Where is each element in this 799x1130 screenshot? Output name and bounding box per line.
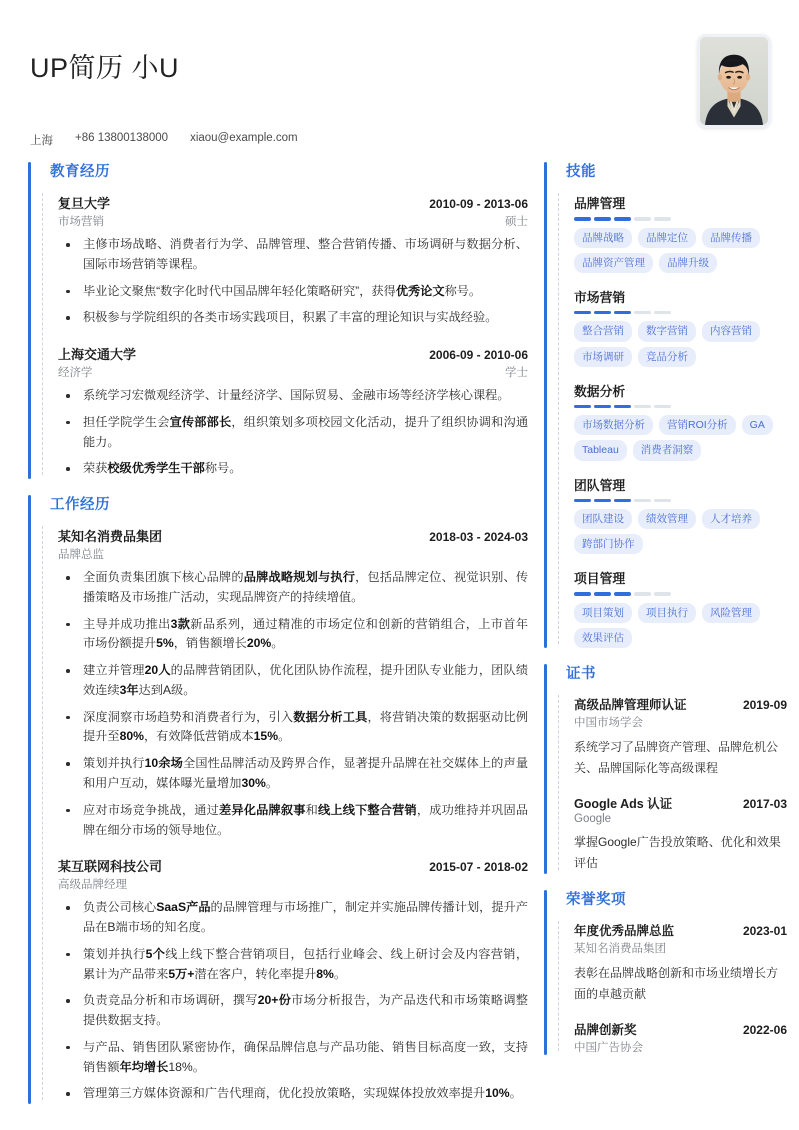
section-right-0 <box>544 160 787 648</box>
header-text-block <box>30 30 298 148</box>
skill-group <box>574 568 787 648</box>
record-head <box>574 1020 787 1038</box>
avatar <box>697 34 771 128</box>
bullet-item: 积极参与学院组织的各类市场实践项目，积累了丰富的理论知识与实战经验。 <box>58 308 528 328</box>
skill-level-segment <box>614 499 631 503</box>
skill-group <box>574 287 787 367</box>
record-date: 2017-03 <box>742 797 787 812</box>
record-title: 品牌创新奖 <box>574 1023 637 1038</box>
record-organization: 中国广告协会 <box>574 1042 643 1055</box>
bullet-item: 深度洞察市场趋势和消费者行为，引入数据分析工具，将营销决策的数据驱动比例提升至80%，有效降低营销成本15%。 <box>58 708 528 748</box>
skill-tag: 竞品分析 <box>638 347 696 367</box>
skill-group-name: 数据分析 <box>574 383 626 399</box>
skill-tag: 品牌传播 <box>702 228 760 248</box>
skill-level-meter <box>574 592 787 596</box>
skill-level-segment <box>574 217 591 221</box>
section-title: 教育经历 <box>50 164 110 180</box>
skill-tag: 跨部门协作 <box>574 534 643 554</box>
bullet-item: 系统学习宏微观经济学、计量经济学、国际贸易、金融市场等经济学核心课程。 <box>58 386 528 406</box>
skill-tag: 风险管理 <box>702 603 760 623</box>
skill-level-segment <box>594 217 611 221</box>
section-body <box>558 695 787 874</box>
section-left-1 <box>28 493 528 1104</box>
contact-item-2: xiaou@example.com <box>190 132 298 145</box>
skill-group <box>574 475 787 555</box>
skill-level-segment <box>614 311 631 315</box>
skill-level-segment <box>594 499 611 503</box>
bullet-item: 策划并执行5个线上线下整合营销项目，包括行业峰会、线上研讨会及内容营销，累计为产品带来5万+潜在客户，转化率提升8%。 <box>58 945 528 985</box>
experience-entry <box>58 344 528 479</box>
skill-level-meter <box>574 499 787 503</box>
skill-level-segment <box>654 311 671 315</box>
record-description: 系统学习了品牌资产管理、品牌危机公关、品牌国际化等高级课程 <box>574 740 779 776</box>
skill-level-meter <box>574 405 787 409</box>
skill-tag: GA <box>742 415 773 435</box>
bullet-item: 建立并管理20人的品牌营销团队，优化团队协作流程，提升团队专业能力，团队绩效连续3年达到A级。 <box>58 661 528 701</box>
bullet-list <box>58 235 528 328</box>
record-entry <box>574 1020 787 1055</box>
section-body <box>42 526 528 1104</box>
skill-level-segment <box>574 592 591 596</box>
record-date: 2023-01 <box>742 924 787 939</box>
section-title: 工作经历 <box>50 497 110 514</box>
bullet-item: 全面负责集团旗下核心品牌的品牌战略规划与执行，包括品牌定位、视觉识别、传播策略及市场推广活动，实现品牌资产的持续增值。 <box>58 568 528 608</box>
bullet-item: 毕业论文聚焦“数字化时代中国品牌年轻化策略研究”，获得优秀论文称号。 <box>58 282 528 302</box>
skill-level-segment <box>574 499 591 503</box>
page-title: UP简历 小U <box>30 53 180 83</box>
record-title: Google Ads 认证 <box>574 797 673 812</box>
skill-level-segment <box>654 405 671 409</box>
record-head <box>574 695 787 713</box>
section-body <box>558 193 787 648</box>
skill-level-segment <box>634 311 651 315</box>
entry-role: 高级品牌经理 <box>58 879 127 892</box>
skill-level-segment <box>594 405 611 409</box>
skill-level-meter <box>574 311 787 315</box>
entry-head <box>58 526 528 545</box>
skill-level-segment <box>634 405 651 409</box>
record-entry <box>574 921 787 1005</box>
contact-item-0: 上海 <box>30 135 53 148</box>
skill-group-name: 团队管理 <box>574 477 626 493</box>
section-right-1 <box>544 662 787 874</box>
bullet-item: 负责竞品分析和市场调研，撰写20+份市场分析报告，为产品迭代和市场策略调整提供数据支持。 <box>58 991 528 1031</box>
side-column <box>544 160 787 1069</box>
skill-tag: 效果评估 <box>574 628 632 648</box>
entry-head <box>58 856 528 875</box>
entry-organization: 某互联网科技公司 <box>58 859 163 875</box>
record-entry <box>574 794 787 874</box>
skill-tag: 项目执行 <box>638 603 696 623</box>
skill-tag: 品牌定位 <box>638 228 696 248</box>
skill-tag: 人才培养 <box>702 509 760 529</box>
skill-level-segment <box>654 217 671 221</box>
skill-level-segment <box>654 592 671 596</box>
skill-group <box>574 193 787 273</box>
section-title: 证书 <box>566 666 596 683</box>
skill-level-meter <box>574 217 787 221</box>
record-description: 表彰在品牌战略创新和市场业绩增长方面的卓越贡献 <box>574 966 779 1002</box>
skill-level-segment <box>614 217 631 221</box>
skill-level-segment <box>574 311 591 315</box>
skill-tag-list <box>574 603 787 648</box>
record-title: 年度优秀品牌总监 <box>574 924 675 939</box>
skill-level-segment <box>634 217 651 221</box>
skill-tag: 消费者洞察 <box>633 440 702 460</box>
skill-level-segment <box>614 405 631 409</box>
skill-tag-list <box>574 228 787 273</box>
bullet-item: 担任学院学生会宣传部部长，组织策划多项校园文化活动，提升了组织协调和沟通能力。 <box>58 413 528 453</box>
record-date: 2019-09 <box>742 698 787 713</box>
entry-date: 2018-03 - 2024-03 <box>429 530 528 545</box>
bullet-item: 负责公司核心SaaS产品的品牌管理与市场推广，制定并实施品牌传播计划，提升产品在B端市场的知名度。 <box>58 898 528 938</box>
bullet-item: 荣获校级优秀学生干部称号。 <box>58 459 528 479</box>
section-title: 荣誉奖项 <box>566 892 626 909</box>
skill-tag: 市场数据分析 <box>574 415 653 435</box>
skill-tag: 项目策划 <box>574 603 632 623</box>
experience-entry <box>58 856 528 1104</box>
skill-level-segment <box>634 592 651 596</box>
portrait-photo-icon <box>700 37 768 125</box>
record-organization: 中国市场学会 <box>574 717 643 730</box>
record-head <box>574 921 787 939</box>
skill-level-segment <box>574 405 591 409</box>
skill-tag: 品牌升级 <box>659 253 717 273</box>
skill-tag-list <box>574 509 787 554</box>
section-right-2 <box>544 888 787 1055</box>
entry-subhead <box>58 546 528 562</box>
record-date: 2022-06 <box>742 1023 787 1038</box>
bullet-item: 主导并成功推出3款新品系列，通过精准的市场定位和创新的营销组合，上市首年市场份额提升5%，销售额增长20%。 <box>58 615 528 655</box>
entry-date: 2006-09 - 2010-06 <box>429 348 528 363</box>
record-organization: 某知名消费品集团 <box>574 943 666 956</box>
record-entry <box>574 695 787 779</box>
section-left-0 <box>28 160 528 479</box>
entry-organization: 某知名消费品集团 <box>58 529 163 545</box>
entry-role: 市场营销 <box>58 216 104 228</box>
section-body <box>558 921 787 1055</box>
skill-level-segment <box>654 499 671 503</box>
contact-item-1: +86 13800138000 <box>75 132 169 145</box>
skill-group-name: 项目管理 <box>574 571 626 587</box>
entry-subhead <box>58 876 528 892</box>
entry-head <box>58 193 528 212</box>
resume-header <box>0 0 799 160</box>
record-organization: Google <box>574 813 612 826</box>
entry-organization: 上海交通大学 <box>58 347 137 363</box>
entry-degree: 硕士 <box>505 216 528 228</box>
skill-level-segment <box>634 499 651 503</box>
bullet-list <box>58 386 528 479</box>
section-title: 技能 <box>566 164 596 180</box>
skill-group-name: 市场营销 <box>574 289 626 305</box>
skill-tag-list <box>574 321 787 366</box>
contact-row <box>30 132 298 148</box>
experience-entry <box>58 526 528 840</box>
bullet-item: 应对市场竞争挑战，通过差异化品牌叙事和线上线下整合营销，成功维持并巩固品牌在细分市场的领导地位。 <box>58 801 528 841</box>
record-description: 掌握Google广告投放策略、优化和效果评估 <box>574 835 781 871</box>
skill-tag: 绩效管理 <box>638 509 696 529</box>
entry-role: 品牌总监 <box>58 549 104 562</box>
skill-tag: Tableau <box>574 440 627 460</box>
main-column <box>28 160 528 1118</box>
experience-entry <box>58 193 528 328</box>
record-head <box>574 794 787 812</box>
record-title: 高级品牌管理师认证 <box>574 698 687 713</box>
resume-columns <box>0 160 799 1118</box>
entry-role: 经济学 <box>58 367 93 380</box>
skill-level-segment <box>594 311 611 315</box>
skill-level-segment <box>594 592 611 596</box>
skill-tag: 品牌资产管理 <box>574 253 653 273</box>
bullet-item: 主修市场战略、消费者行为学、品牌管理、整合营销传播、市场调研与数据分析、国际市场营销等课程。 <box>58 235 528 275</box>
entry-subhead <box>58 213 528 229</box>
bullet-item: 策划并执行10余场全国性品牌活动及跨界合作，显著提升品牌在社交媒体上的声量和用户互动，媒体曝光量增加30%。 <box>58 754 528 794</box>
bullet-list <box>58 568 528 840</box>
skill-tag: 内容营销 <box>702 321 760 341</box>
bullet-item: 与产品、销售团队紧密协作，确保品牌信息与产品功能、销售目标高度一致，支持销售额年均增长18%。 <box>58 1038 528 1078</box>
skill-tag: 营销ROI分析 <box>659 415 736 435</box>
skill-tag: 整合营销 <box>574 321 632 341</box>
entry-date: 2015-07 - 2018-02 <box>429 860 528 875</box>
bullet-item: 管理第三方媒体资源和广告代理商，优化投放策略，实现媒体投放效率提升10%。 <box>58 1084 528 1104</box>
section-body <box>42 193 528 479</box>
skill-tag: 市场调研 <box>574 347 632 367</box>
entry-head <box>58 344 528 363</box>
skill-group-name: 品牌管理 <box>574 196 626 211</box>
skill-level-segment <box>614 592 631 596</box>
entry-date: 2010-09 - 2013-06 <box>429 197 528 211</box>
bullet-list <box>58 898 528 1104</box>
entry-subhead <box>58 364 528 380</box>
skill-group <box>574 381 787 461</box>
entry-degree: 学士 <box>505 367 528 380</box>
skill-tag: 团队建设 <box>574 509 632 529</box>
entry-organization: 复旦大学 <box>58 196 111 211</box>
skill-tag-list <box>574 415 787 460</box>
skill-tag: 数字营销 <box>638 321 696 341</box>
skill-tag: 品牌战略 <box>574 228 632 248</box>
